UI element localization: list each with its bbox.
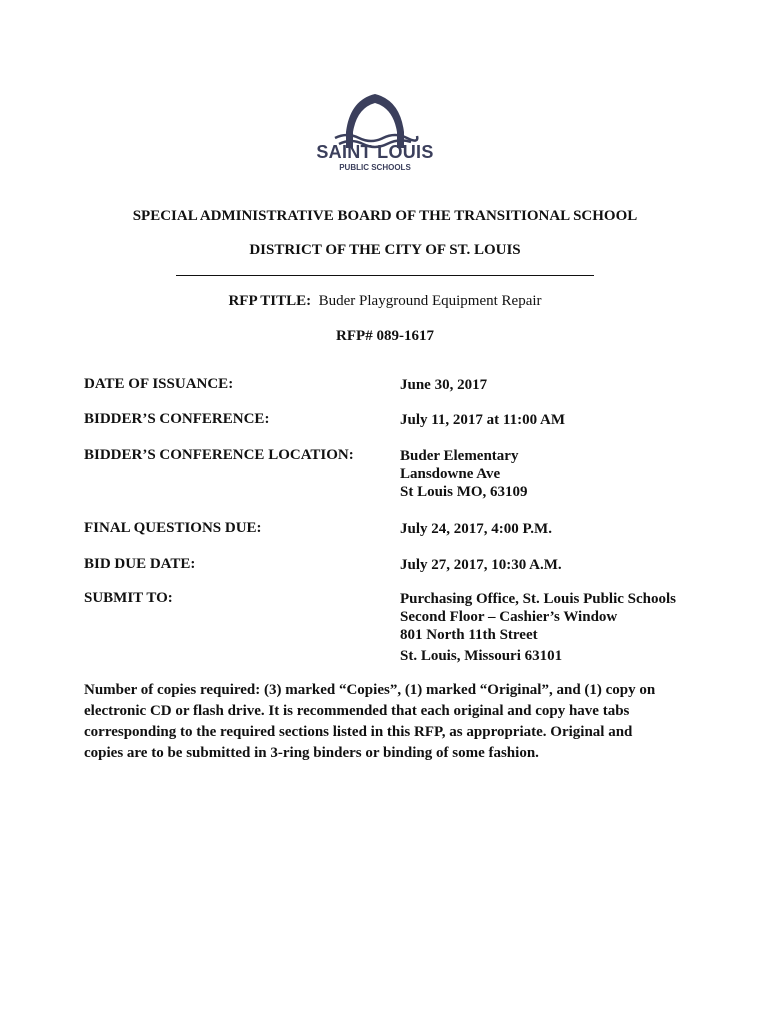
detail-value: [400, 520, 552, 538]
detail-label: BIDDER’S CONFERENCE:: [84, 411, 270, 427]
detail-value: [400, 376, 487, 394]
header-line-1: SPECIAL ADMINISTRATIVE BOARD OF THE TRANSITIONAL SCHOOL: [132, 208, 638, 224]
rfp-title-label: RFP TITLE:: [228, 293, 312, 309]
header-line-2: DISTRICT OF THE CITY OF ST. LOUIS: [249, 242, 521, 258]
rfp-title: [0, 293, 770, 310]
detail-value-line: 801 North 11th Street: [400, 627, 538, 643]
detail-value-line: July 24, 2017, 4:00 P.M.: [400, 521, 552, 537]
detail-value: [400, 447, 528, 501]
note-line: copies are to be submitted in 3-ring binders or binding of some fashion.: [84, 745, 539, 761]
rfp-number: RFP# 089-1617: [336, 328, 434, 344]
detail-value-line: July 11, 2017 at 11:00 AM: [400, 412, 566, 428]
detail-label: DATE OF ISSUANCE:: [84, 376, 234, 392]
detail-label: BIDDER’S CONFERENCE LOCATION:: [84, 447, 354, 463]
rfp-title-value: Buder Playground Equipment Repair: [318, 293, 542, 309]
detail-label: BID DUE DATE:: [84, 556, 196, 572]
note-line: Number of copies required: (3) marked “Copies”, (1) marked “Original”, and (1) copy on: [84, 682, 656, 698]
detail-value-line: Second Floor – Cashier’s Window: [400, 609, 618, 625]
detail-label: SUBMIT TO:: [84, 590, 173, 606]
copies-note: [84, 680, 684, 764]
detail-value-line: St Louis MO, 63109: [400, 484, 528, 500]
logo-subtitle: PUBLIC SCHOOLS: [339, 163, 411, 172]
detail-value-line: Purchasing Office, St. Louis Public Schools: [400, 591, 677, 607]
header-divider: [176, 275, 594, 276]
note-line: electronic CD or flash drive. It is recommended that each original and copy have tabs: [84, 703, 630, 719]
detail-value: [400, 411, 565, 429]
detail-value: [400, 556, 562, 574]
note-line: corresponding to the required sections listed in this RFP, as appropriate. Original and: [84, 724, 633, 740]
detail-value-line: Lansdowne Ave: [400, 466, 501, 482]
detail-value-line: Buder Elementary: [400, 448, 519, 464]
detail-value-line: June 30, 2017: [400, 377, 488, 393]
detail-value: [400, 590, 676, 665]
detail-value-line: July 27, 2017, 10:30 A.M.: [400, 557, 562, 573]
saint-louis-public-schools-logo: [313, 92, 437, 178]
detail-label: FINAL QUESTIONS DUE:: [84, 520, 262, 536]
logo-name: SAINT LOUIS: [316, 142, 434, 162]
detail-value-line: St. Louis, Missouri 63101: [400, 648, 563, 664]
